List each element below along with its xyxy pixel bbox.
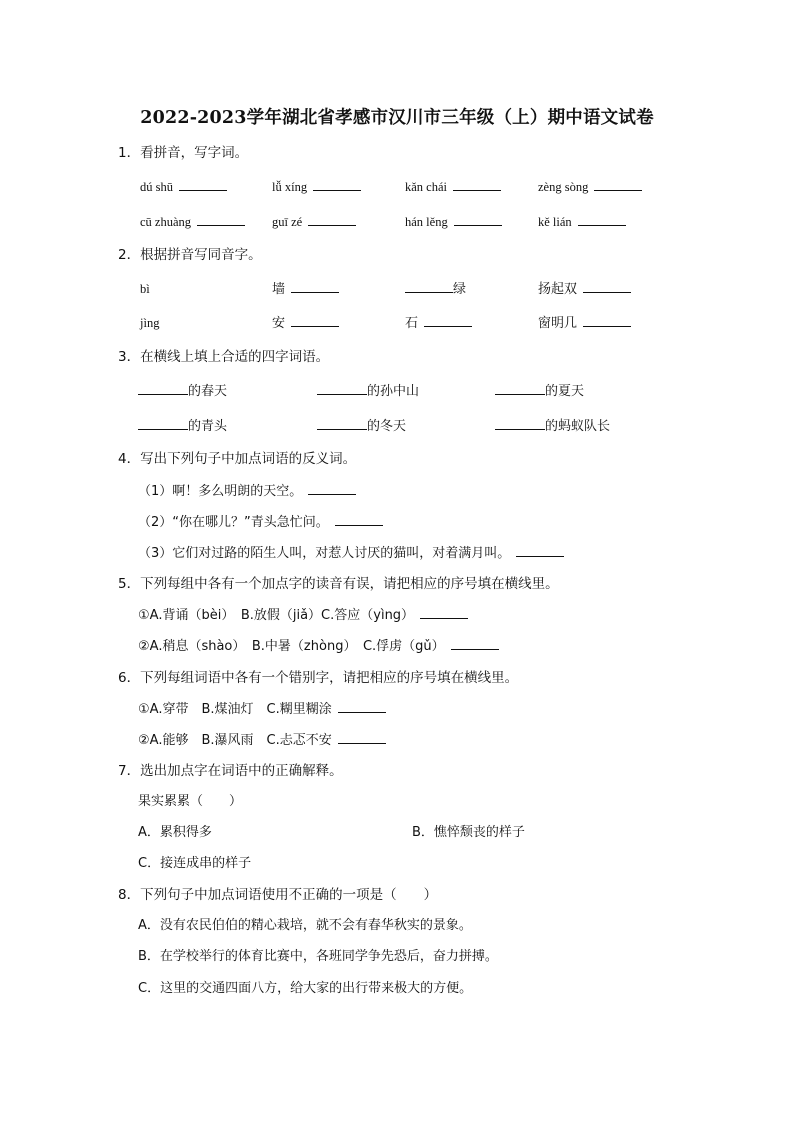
answer-blank[interactable]	[335, 513, 383, 526]
q2-pinyin: jìng	[140, 316, 160, 330]
q3-item: 的春天	[138, 382, 227, 401]
q1-stem: 1．看拼音，写字词。	[118, 145, 249, 161]
answer-blank[interactable]	[138, 382, 188, 395]
answer-blank[interactable]	[313, 178, 361, 191]
q4-item: （1）啊！多么明朗的天空。	[138, 482, 356, 501]
q6-item: ①A.穿带 B.煤油灯 C.糊里糊涂	[138, 700, 386, 719]
answer-blank[interactable]	[338, 731, 386, 744]
answer-blank[interactable]	[308, 213, 356, 226]
answer-blank[interactable]	[138, 417, 188, 430]
q8-stem: 8．下列句子中加点词语使用不正确的一项是（ ）	[118, 887, 438, 903]
q2-pinyin: bì	[140, 282, 150, 296]
q8-option-b[interactable]: B．在学校举行的体育比赛中，各班同学争先恐后，奋力拼搏。	[138, 949, 498, 964]
q3-item: 的青头	[138, 417, 227, 436]
answer-blank[interactable]	[338, 700, 386, 713]
q2-item: 绿	[405, 280, 466, 299]
answer-blank[interactable]	[317, 382, 367, 395]
q1-item: zèng sòng	[538, 178, 642, 196]
q7-option-a[interactable]: A．累积得多	[138, 825, 212, 840]
answer-blank[interactable]	[583, 280, 631, 293]
answer-blank[interactable]	[197, 213, 245, 226]
q6-stem: 6．下列每组词语中各有一个错别字，请把相应的序号填在横线里。	[118, 670, 519, 686]
answer-blank[interactable]	[495, 382, 545, 395]
q2-item: 墙	[272, 280, 339, 299]
q1-item: lǚ xíng	[272, 178, 361, 196]
answer-blank[interactable]	[291, 314, 339, 327]
q1-item: kǎn chái	[405, 178, 501, 196]
q1-item: kě lián	[538, 213, 626, 231]
q7-option-c[interactable]: C．接连成串的样子	[138, 856, 252, 871]
q3-item: 的孙中山	[317, 382, 419, 401]
q7-option-b[interactable]: B．憔悴颓丧的样子	[412, 825, 525, 840]
answer-blank[interactable]	[578, 213, 626, 226]
answer-blank[interactable]	[308, 482, 356, 495]
q2-item: 窗明几	[538, 314, 631, 333]
q2-item: 石	[405, 314, 472, 333]
q7-stem: 7．选出加点字在词语中的正确解释。	[118, 763, 343, 779]
answer-blank[interactable]	[516, 544, 564, 557]
exam-title: 2022-2023学年湖北省孝感市汉川市三年级（上）期中语文试卷	[140, 108, 654, 128]
q3-item: 的冬天	[317, 417, 406, 436]
q1-item: cū zhuàng	[140, 213, 245, 231]
q4-item: （3）它们对过路的陌生人叫，对惹人讨厌的猫叫，对着满月叫。	[138, 544, 564, 563]
answer-blank[interactable]	[424, 314, 472, 327]
q5-item: ①A.背诵（bèi） B.放假（jiǎ）C.答应（yìng）	[138, 606, 468, 625]
q8-option-a[interactable]: A．没有农民伯伯的精心栽培，就不会有春华秋实的景象。	[138, 918, 472, 933]
q2-item: 扬起双	[538, 280, 631, 299]
q6-item: ②A.能够 B.瀑风雨 C.忐忑不安	[138, 731, 386, 750]
answer-blank[interactable]	[179, 178, 227, 191]
answer-blank[interactable]	[453, 178, 501, 191]
q5-item: ②A.稍息（shào） B.中暑（zhòng） C.俘虏（gǔ）	[138, 637, 499, 656]
q1-item: guī zé	[272, 213, 356, 231]
answer-blank[interactable]	[454, 213, 502, 226]
answer-blank[interactable]	[420, 606, 468, 619]
answer-blank[interactable]	[583, 314, 631, 327]
answer-blank[interactable]	[594, 178, 642, 191]
answer-blank[interactable]	[451, 637, 499, 650]
q5-stem: 5．下列每组中各有一个加点字的读音有误，请把相应的序号填在横线里。	[118, 576, 559, 592]
q4-stem: 4．写出下列句子中加点词语的反义词。	[118, 451, 357, 467]
answer-blank[interactable]	[317, 417, 367, 430]
q3-stem: 3．在横线上填上合适的四字词语。	[118, 349, 330, 365]
q2-item: 安	[272, 314, 339, 333]
q1-item: dú shū	[140, 178, 227, 196]
q2-stem: 2．根据拼音写同音字。	[118, 247, 262, 263]
q8-option-c[interactable]: C．这里的交通四面八方，给大家的出行带来极大的方便。	[138, 981, 473, 996]
answer-blank[interactable]	[291, 280, 339, 293]
answer-blank[interactable]	[495, 417, 545, 430]
q4-item: （2）“你在哪儿？”青头急忙问。	[138, 513, 383, 532]
answer-blank[interactable]	[405, 280, 453, 293]
q3-item: 的蚂蚁队长	[495, 417, 610, 436]
q7-word: 果实累累（ ）	[138, 794, 243, 809]
q3-item: 的夏天	[495, 382, 584, 401]
q1-item: hán lěng	[405, 213, 502, 231]
